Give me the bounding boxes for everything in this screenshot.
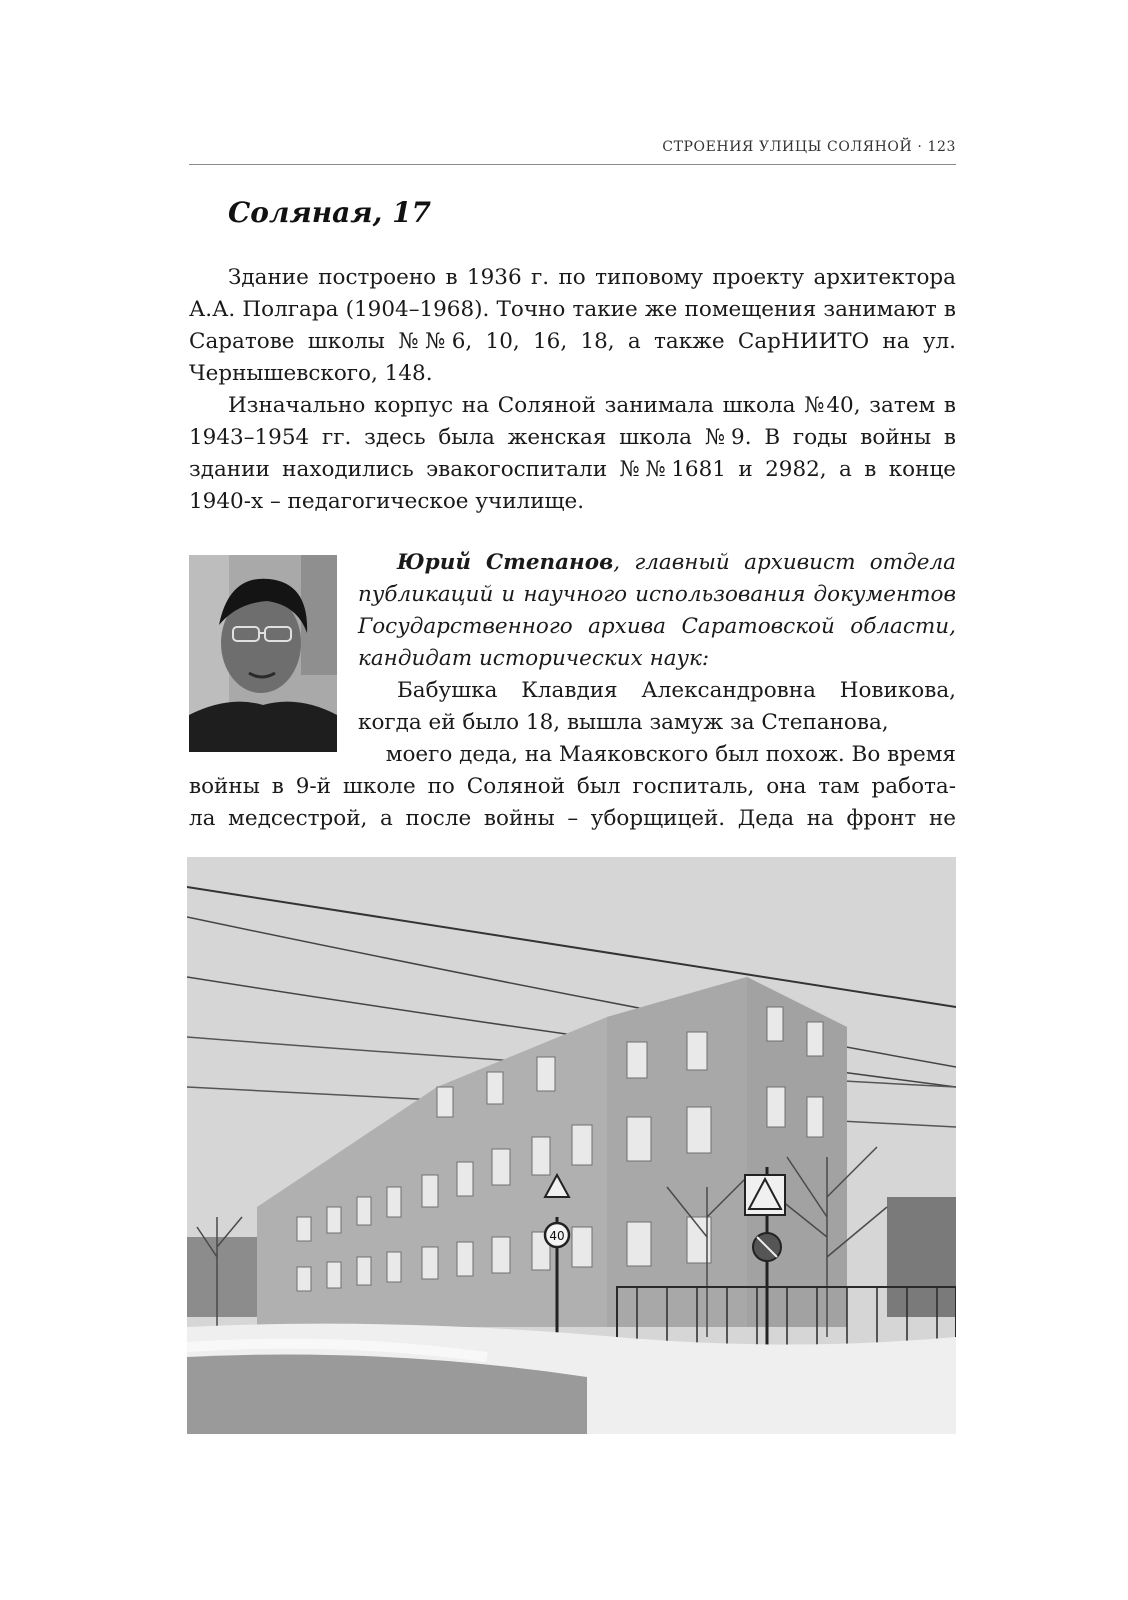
quote-text: Бабушка Клавдия Александровна Новикова, когда ей было 18, вышла замуж за Степанова, (358, 678, 956, 735)
intro-text (189, 262, 956, 518)
continuation-line: ла медсестрой, а после войны – уборщицей. Деда на фронт не (189, 806, 956, 831)
portrait-photo (189, 555, 337, 752)
intro-paragraph: Изначально корпус на Соляной занимала школа №40, затем в 1943–1954 гг. здесь была женская школа №9. В годы войны в здании находились эвакогоспитали №№1681 и 2982, а в конце 1940-х – педагогическое училище. (189, 393, 956, 514)
section-title: Соляная, 17 (228, 196, 432, 229)
speed-limit-text: 40 (549, 1229, 565, 1243)
continuation-line: войны в 9-й школе по Соляной был госпиталь, она там работа- (189, 774, 956, 799)
building-photo (187, 857, 956, 1434)
intro-paragraph: Здание построено в 1936 г. по типовому проекту архитектора А.А. Полгара (1904–1968). Точно такие же помещения занимают в Саратове школы №№6, 10, 16, 18, а также СарНИИТО на ул. Чернышевского, 148. (189, 265, 956, 386)
speaker-name: Юрий Степанов (397, 550, 614, 575)
quote-continuation (189, 739, 956, 835)
speaker-description: , главный архивист отдела публикаций и научного использования документов Государственного архива Саратовской области, кандидат исторических наук: (358, 550, 956, 671)
running-head: СТРОЕНИЯ УЛИЦЫ СОЛЯНОЙ · 123 (662, 139, 956, 155)
quote-block (358, 547, 956, 739)
header-rule (189, 164, 956, 165)
portrait-image (189, 555, 337, 752)
quote-attribution (358, 547, 956, 675)
continuation-line: моего деда, на Маяковского был похож. Во время (385, 742, 956, 767)
building-image (187, 857, 956, 1434)
